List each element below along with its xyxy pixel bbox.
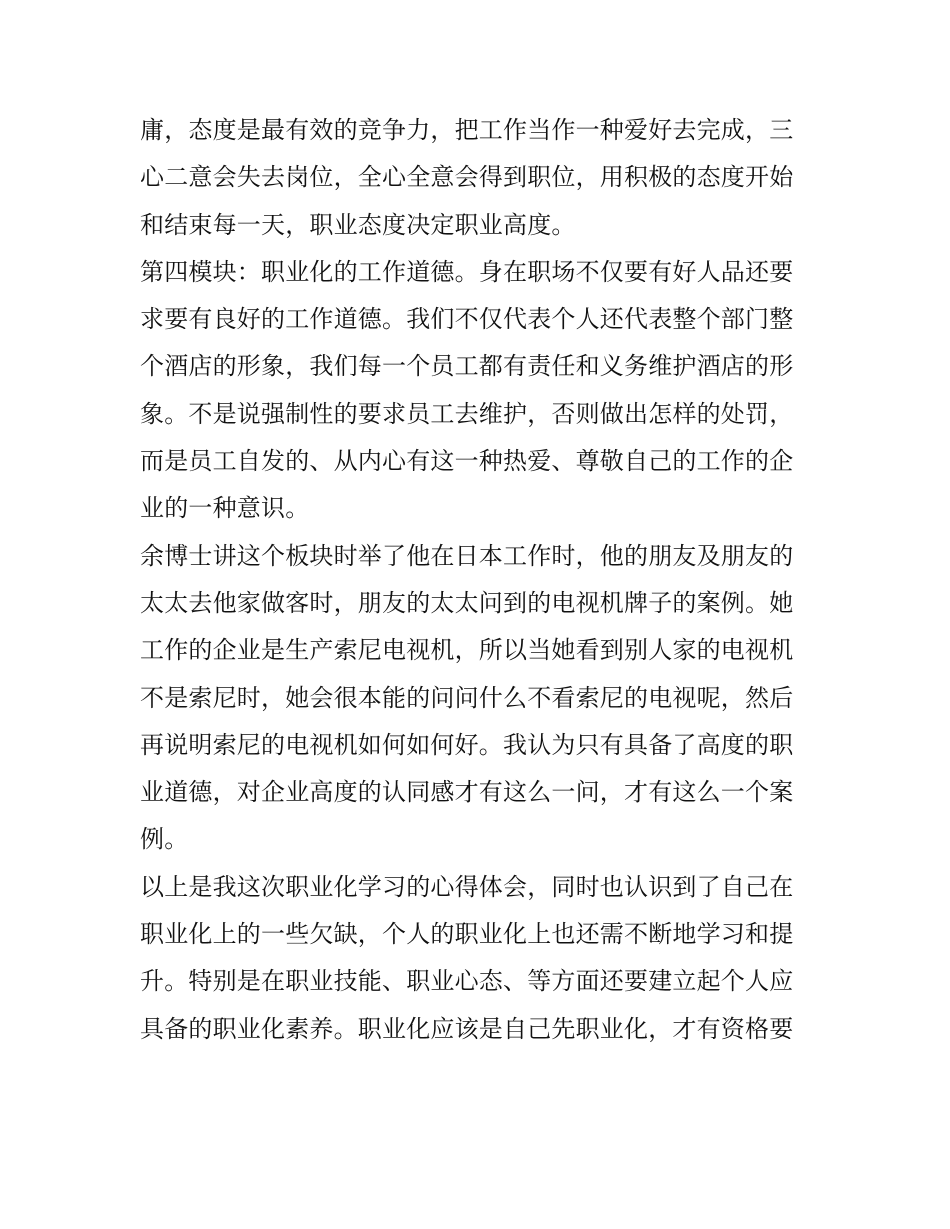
text-line: 余博士讲这个板块时举了他在日本工作时，他的朋友及朋友的: [140, 541, 794, 570]
text-line: 太太去他家做客时，朋友的太太问到的电视机牌子的案例。她: [140, 588, 794, 617]
text-line: 象。不是说强制性的要求员工去维护，否则做出怎样的处罚，: [140, 399, 794, 428]
text-line: 不是索尼时，她会很本能的问问什么不看索尼的电视呢，然后: [140, 683, 794, 712]
text-line: 升。特别是在职业技能、职业心态、等方面还要建立起个人应: [140, 967, 794, 996]
text-line: 心二意会失去岗位，全心全意会得到职位，用积极的态度开始: [140, 163, 794, 192]
text-line: 再说明索尼的电视机如何如何好。我认为只有具备了高度的职: [140, 730, 794, 759]
text-line: 例。: [140, 825, 189, 854]
text-line: 职业化上的一些欠缺，个人的职业化上也还需不断地学习和提: [140, 920, 794, 949]
text-line: 业道德，对企业高度的认同感才有这么一问，才有这么一个案: [140, 778, 794, 807]
text-line: 工作的企业是生产索尼电视机，所以当她看到别人家的电视机: [140, 636, 794, 665]
text-line: 以上是我这次职业化学习的心得体会，同时也认识到了自己在: [140, 872, 794, 901]
document-body: [140, 107, 812, 1053]
text-line: 而是员工自发的、从内心有这一种热爱、尊敬自己的工作的企: [140, 447, 794, 476]
text-line: 个酒店的形象，我们每一个员工都有责任和义务维护酒店的形: [140, 352, 794, 381]
text-line: 业的一种意识。: [140, 494, 310, 523]
text-line: 求要有良好的工作道德。我们不仅代表个人还代表整个部门整: [140, 305, 794, 334]
text-line: 和结束每一天，职业态度决定职业高度。: [140, 210, 576, 239]
text-line: 具备的职业化素养。职业化应该是自己先职业化，才有资格要: [140, 1014, 794, 1043]
text-line: 庸，态度是最有效的竞争力，把工作当作一种爱好去完成，三: [140, 116, 794, 144]
text-line: 第四模块：职业化的工作道德。身在职场不仅要有好人品还要: [140, 257, 794, 286]
